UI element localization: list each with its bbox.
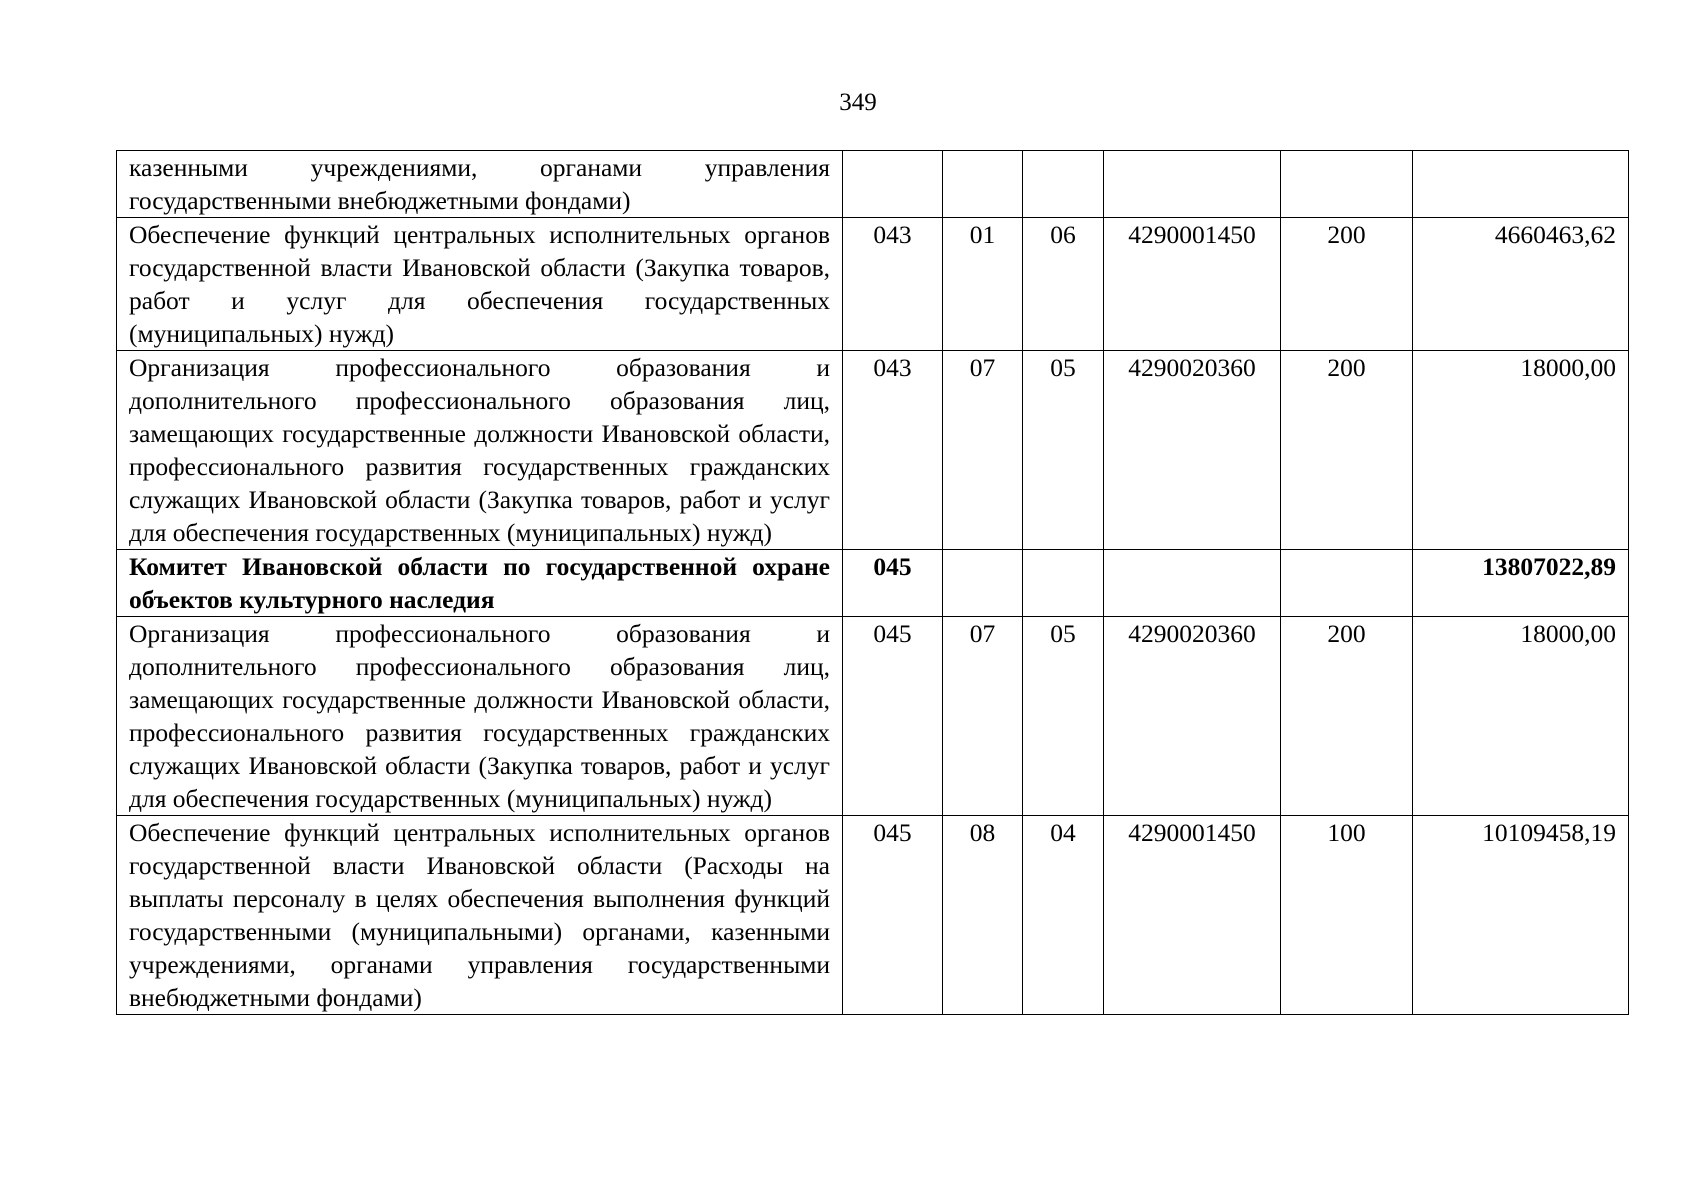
table-row: [117, 351, 1629, 550]
row-expense-type-code: 200: [1281, 617, 1413, 816]
row-admin-code: 045: [843, 816, 943, 1015]
row-admin-code: 043: [843, 218, 943, 351]
row-target-code: [1104, 550, 1281, 617]
row-description: Обеспечение функций центральных исполнительных органов государственной власти Ивановской области (Закупка товаров, работ и услуг для обеспечения государственных (муниципальных) нужд): [117, 218, 843, 351]
row-target-code: 4290020360: [1104, 351, 1281, 550]
row-target-code: 4290001450: [1104, 218, 1281, 351]
row-section-code: [943, 151, 1023, 218]
table-row: [117, 816, 1629, 1015]
row-target-code: 4290020360: [1104, 617, 1281, 816]
row-description: Организация профессионального образования и дополнительного профессионального образования лиц, замещающих государственные должности Ивановской области, профессионального развития государственных гражданских служащих Ивановской области (Закупка товаров, работ и услуг для обеспечения государственных (муниципальных) нужд): [117, 351, 843, 550]
row-description: Комитет Ивановской области по государственной охране объектов культурного наследия: [117, 550, 843, 617]
budget-table: [116, 150, 1629, 1015]
row-amount: 13807022,89: [1413, 550, 1629, 617]
row-section-code: [943, 550, 1023, 617]
row-admin-code: 045: [843, 617, 943, 816]
row-expense-type-code: 200: [1281, 351, 1413, 550]
row-description: казенными учреждениями, органами управления государственными внебюджетными фондами): [117, 151, 843, 218]
row-expense-type-code: [1281, 151, 1413, 218]
row-section-code: 01: [943, 218, 1023, 351]
row-admin-code: 043: [843, 351, 943, 550]
row-subsection-code: 06: [1023, 218, 1104, 351]
row-section-code: 08: [943, 816, 1023, 1015]
row-expense-type-code: 100: [1281, 816, 1413, 1015]
table-row: [117, 151, 1629, 218]
row-amount: 18000,00: [1413, 617, 1629, 816]
row-description: Организация профессионального образования и дополнительного профессионального образования лиц, замещающих государственные должности Ивановской области, профессионального развития государственных гражданских служащих Ивановской области (Закупка товаров, работ и услуг для обеспечения государственных (муниципальных) нужд): [117, 617, 843, 816]
row-subsection-code: 05: [1023, 617, 1104, 816]
row-expense-type-code: 200: [1281, 218, 1413, 351]
row-expense-type-code: [1281, 550, 1413, 617]
row-subsection-code: [1023, 550, 1104, 617]
page-number: 349: [839, 89, 877, 116]
row-amount: [1413, 151, 1629, 218]
table-row: [117, 617, 1629, 816]
row-section-code: 07: [943, 617, 1023, 816]
table-row: [117, 218, 1629, 351]
row-target-code: 4290001450: [1104, 816, 1281, 1015]
row-admin-code: [843, 151, 943, 218]
table-row-committee-header: [117, 550, 1629, 617]
row-amount: 18000,00: [1413, 351, 1629, 550]
row-section-code: 07: [943, 351, 1023, 550]
row-amount: 4660463,62: [1413, 218, 1629, 351]
row-amount: 10109458,19: [1413, 816, 1629, 1015]
row-target-code: [1104, 151, 1281, 218]
row-subsection-code: 05: [1023, 351, 1104, 550]
row-subsection-code: [1023, 151, 1104, 218]
row-description: Обеспечение функций центральных исполнительных органов государственной власти Ивановской области (Расходы на выплаты персоналу в целях обеспечения выполнения функций государственными (муниципальными) органами, казенными учреждениями, органами управления государственными внебюджетными фондами): [117, 816, 843, 1015]
row-subsection-code: 04: [1023, 816, 1104, 1015]
row-admin-code: 045: [843, 550, 943, 617]
